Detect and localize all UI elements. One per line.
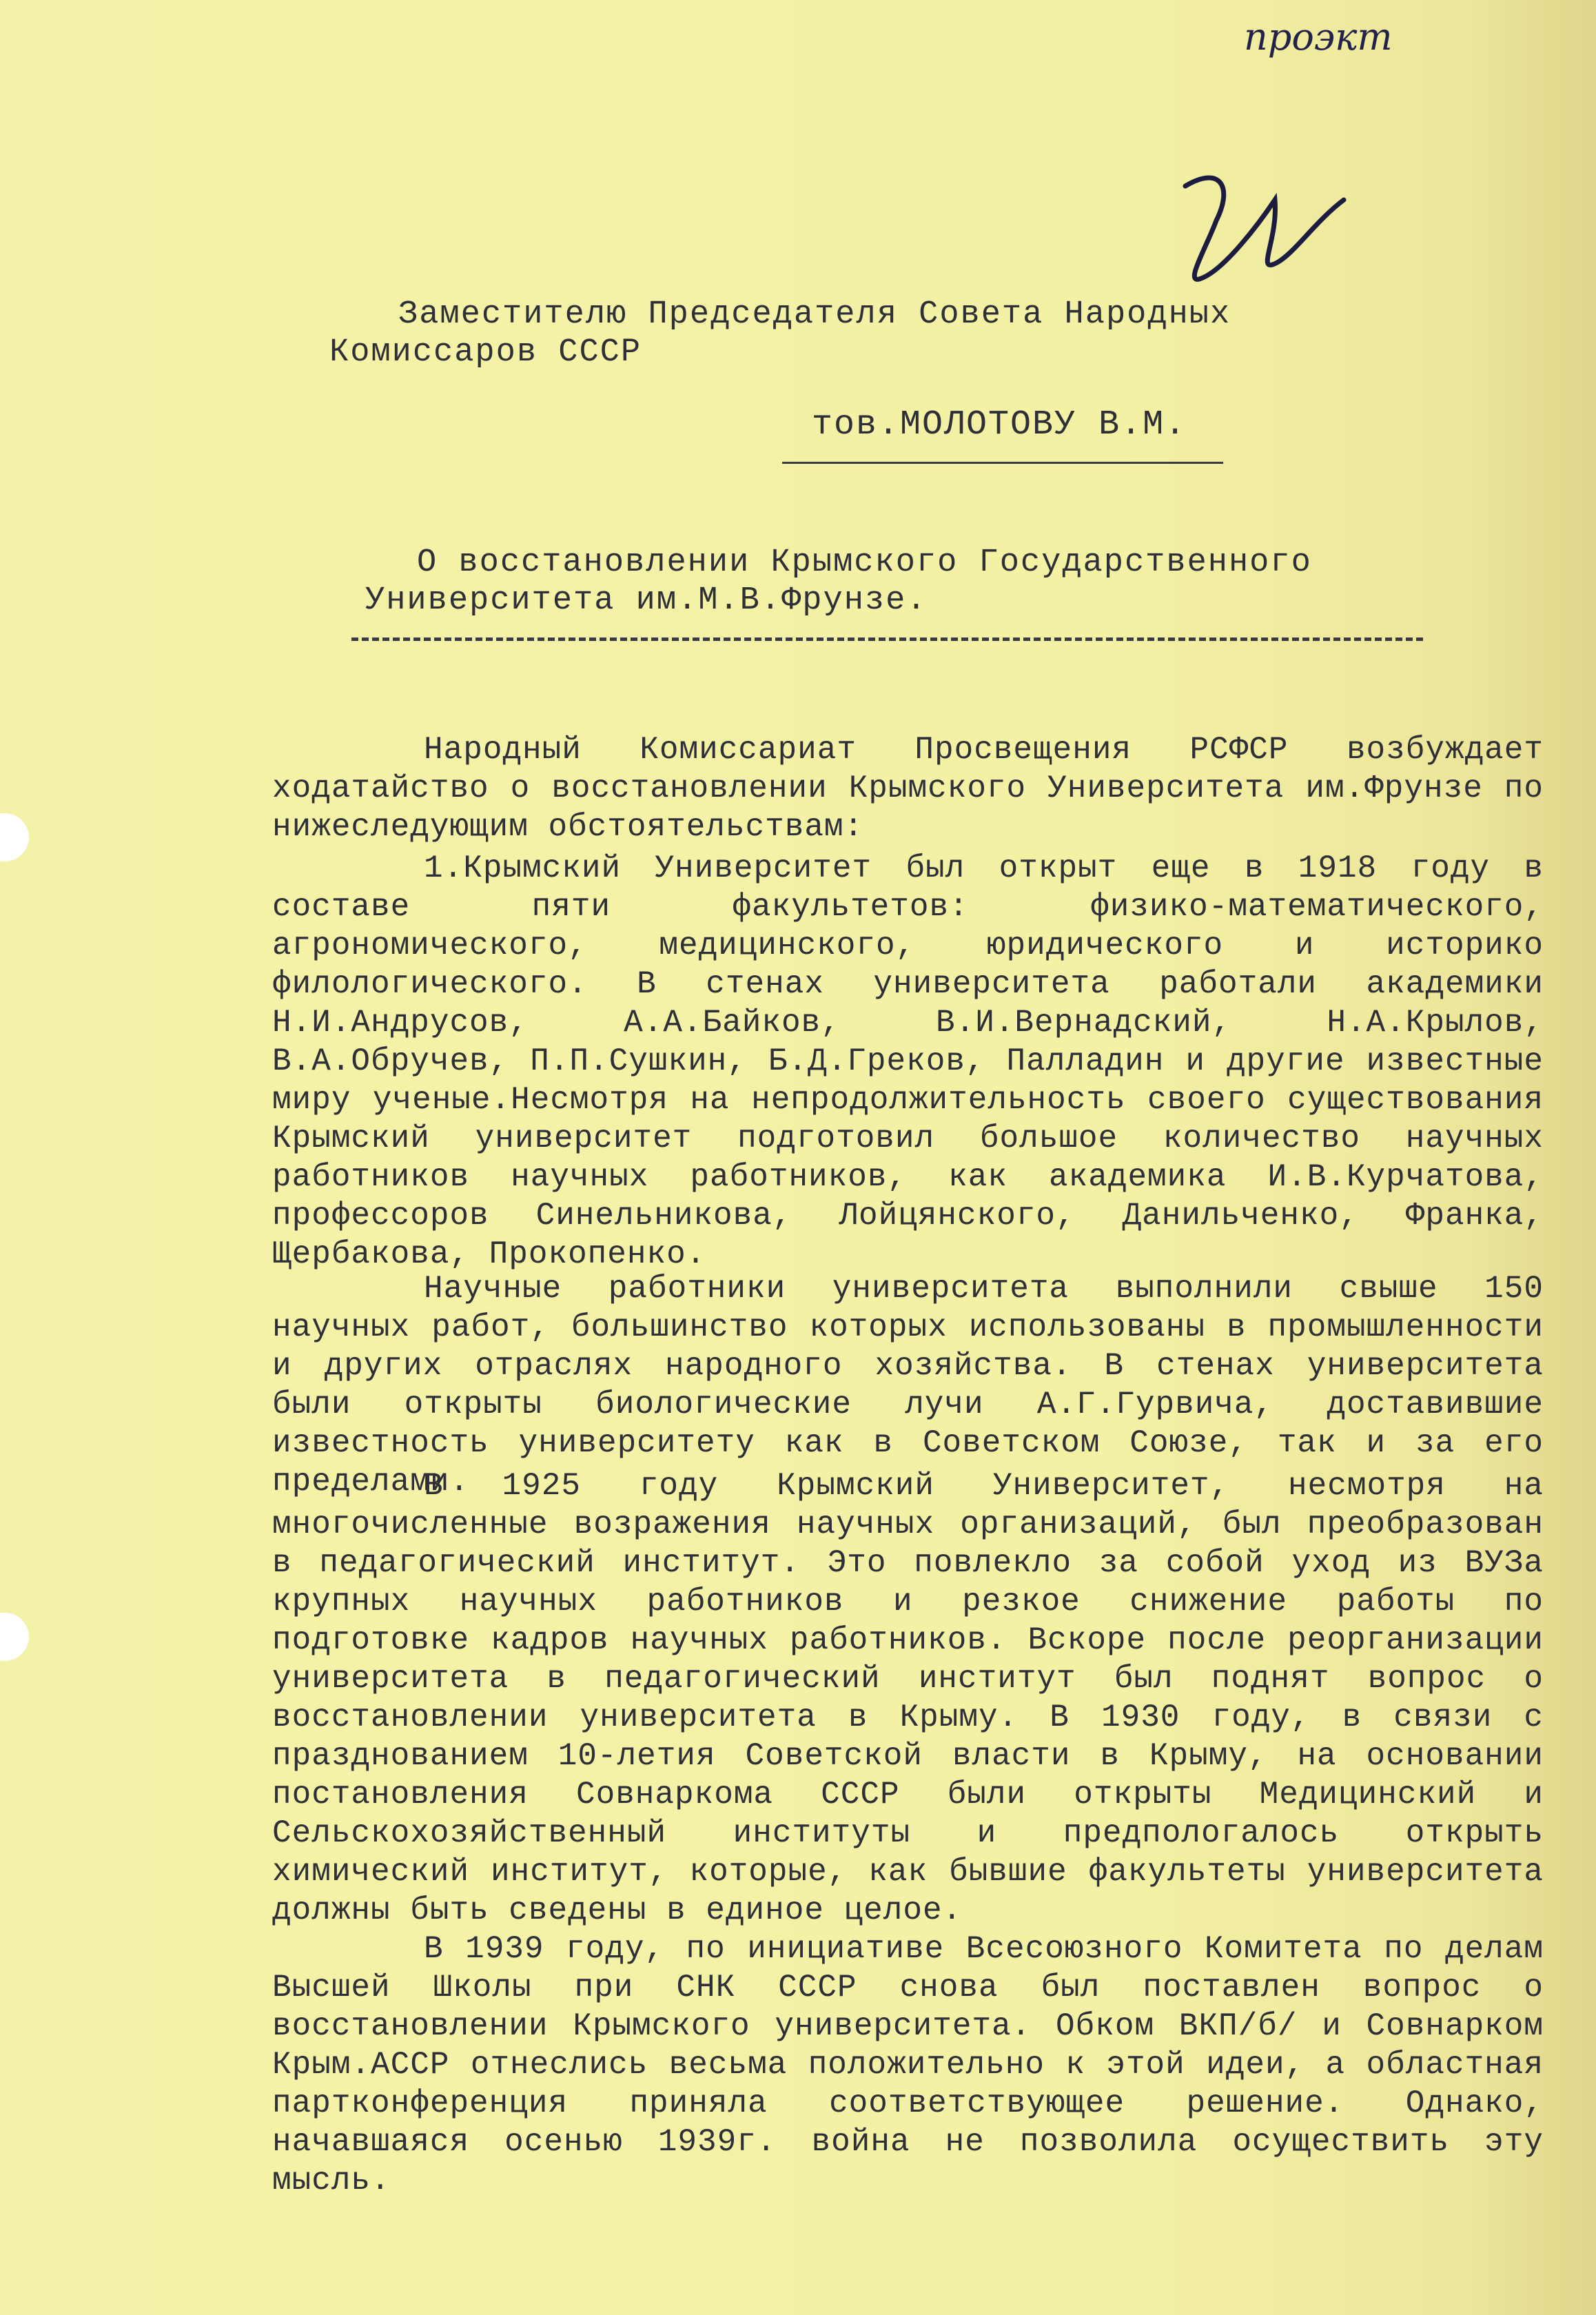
- subject-dashed-rule: [351, 638, 1423, 641]
- subject-line-2: Университета им.М.В.Фрунзе.: [365, 582, 928, 619]
- addressee-underline: [782, 462, 1223, 464]
- punch-hole: [0, 1613, 29, 1661]
- body-paragraph: В 1925 году Крымский Университет, несмотря на многочисленные возражения научных организаций, был преобразован в педагогический институт. Это повлекло за собой уход из ВУЗа крупных научных работников и резкое снижение работы по подготовке кадров научных работников. Вскоре после реорганизации университета в педагогический институт был поднят вопрос о восстановлении университета в Крыму. В 1930 году, в связи с празднованием 10-летия Советской власти в Крыму, на основании постановления Совнаркома СССР были открыты Медицинский и Сельскохозяйственный институты и предпологалось открыть химический институт, которые, как бывшие факультеты университета должны быть сведены в единое целое.: [272, 1468, 1544, 1928]
- subject-line-1: О восстановлении Крымского Государственного: [417, 544, 1312, 581]
- addressee-line-2: Комиссаров СССР: [329, 334, 642, 371]
- punch-hole: [0, 813, 29, 861]
- body-paragraph: 1.Крымский Университет был открыт еще в 1918 году в составе пяти факультетов: физико-математического, агрономического, медицинского, юридического и историко филологического. В стенах университета работали академики Н.И.Андрусов, А.А.Байков, В.И.Вернадский, Н.А.Крылов, В.А.Обручев, П.П.Сушкин, Б.Д.Греков, Палладин и другие известные миру ученые.Несмотря на непродолжительность своего существования Крымский университет подготовил большое количество научных работников научных работников, как академика И.В.Курчатова, профессоров Синельникова, Лойцянского, Данильченко, Франка, Щербакова, Прокопенко.: [272, 850, 1544, 1272]
- addressee-line-1: Заместителю Председателя Совета Народных: [398, 296, 1231, 333]
- addressee-name: тов.МОЛОТОВУ В.М.: [812, 405, 1187, 445]
- body-paragraph: Научные работники университета выполнили свыше 150 научных работ, большинство которых использованы в промышленности и других отраслях народного хозяйства. В стенах университета были открыты биологические лучи А.Г.Гурвича, доставившие известность университету как в Советском Союзе, так и за его пределами.: [272, 1271, 1544, 1500]
- body-paragraph: Народный Комиссариат Просвещения РСФСР возбуждает ходатайство о восстановлении Крымского Университета им.Фрунзе по нижеследующим обстоятельствам:: [272, 732, 1544, 845]
- draft-handwritten-note: проэкт: [1244, 15, 1393, 59]
- body-paragraph: В 1939 году, по инициативе Всесоюзного Комитета по делам Высшей Школы при СНК СССР снова был поставлен вопрос о восстановлении Крымского университета. Обком ВКП/б/ и Совнарком Крым.АССР отнеслись весьма положительно к этой идеи, а областная партконференция приняла соответствующее решение. Однако, начавшаяся осенью 1939г. война не позволила осуществить эту мысль.: [272, 1931, 1544, 2199]
- handwritten-initials: [1158, 159, 1358, 296]
